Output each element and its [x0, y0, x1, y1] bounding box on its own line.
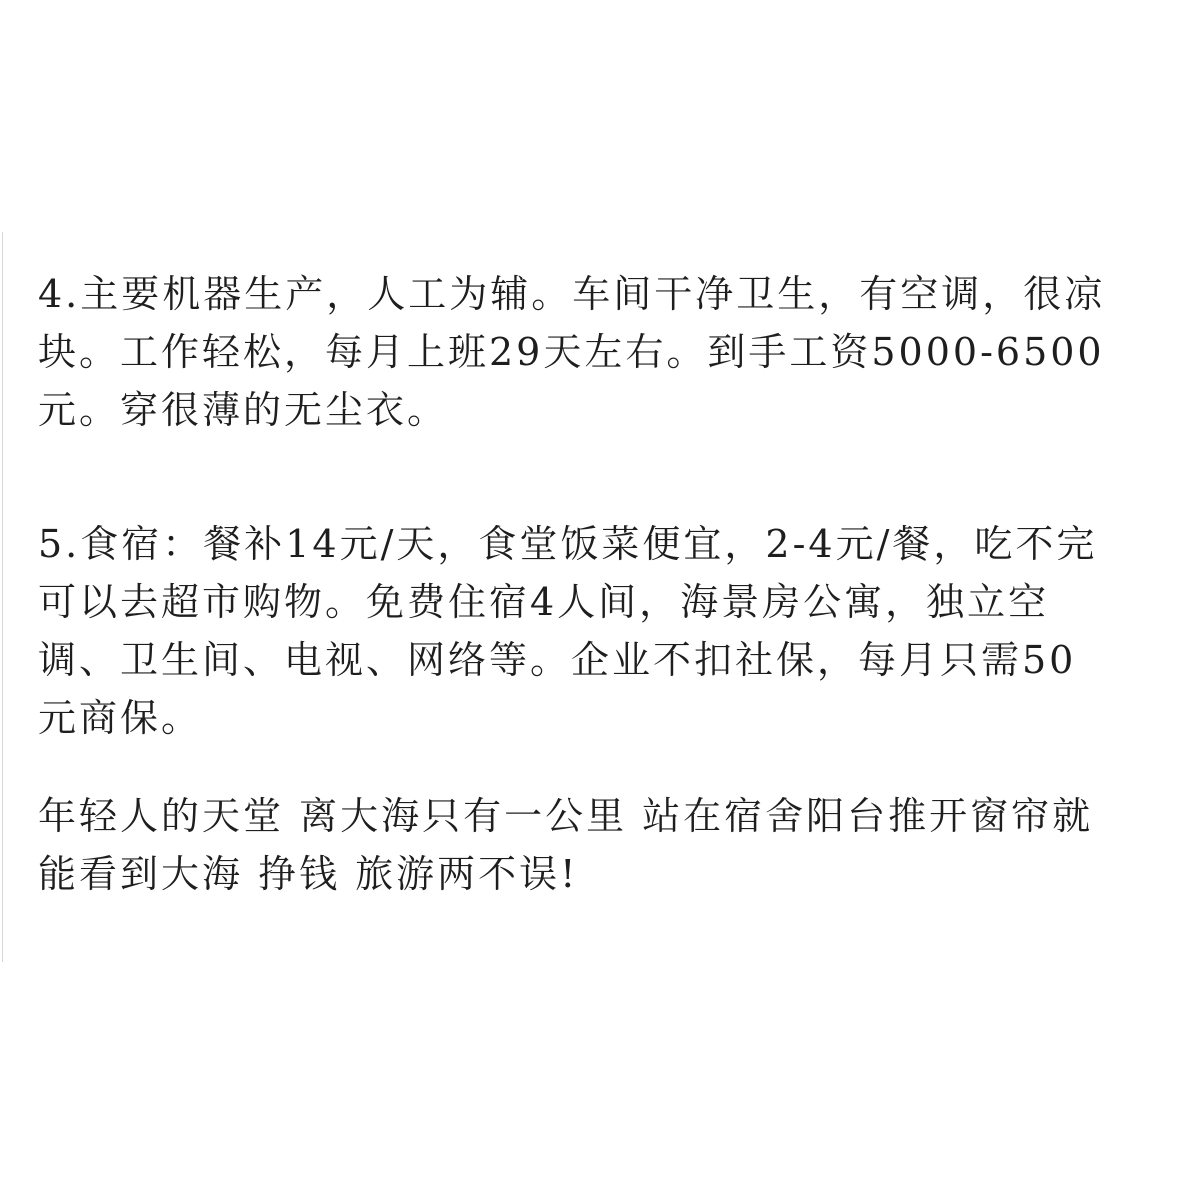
left-edge-divider — [2, 232, 3, 962]
paragraph-item-5 — [38, 515, 1168, 747]
paragraph-line: 元商保。 — [38, 696, 203, 740]
paragraph-line: 5.食宿：餐补14元/天，食堂饭菜便宜，2-4元/餐，吃不完 — [38, 522, 1098, 566]
paragraph-line: 可以去超市购物。免费住宿4人间，海景房公寓，独立空 — [38, 580, 1050, 624]
paragraph-item-4 — [38, 265, 1168, 439]
paragraph-line: 4.主要机器生产，人工为辅。车间干净卫生，有空调，很凉 — [38, 272, 1106, 316]
paragraph-line: 年轻人的天堂 离大海只有一公里 站在宿舍阳台推开窗帘就 — [38, 794, 1094, 838]
paragraph-line: 元。穿很薄的无尘衣。 — [38, 388, 449, 432]
paragraph-line: 调、卫生间、电视、网络等。企业不扣社保，每月只需50 — [38, 638, 1077, 682]
paragraph-tagline — [38, 787, 1168, 903]
paragraph-line: 块。工作轻松，每月上班29天左右。到手工资5000-6500 — [38, 330, 1105, 374]
paragraph-line: 能看到大海 挣钱 旅游两不误! — [38, 852, 579, 896]
